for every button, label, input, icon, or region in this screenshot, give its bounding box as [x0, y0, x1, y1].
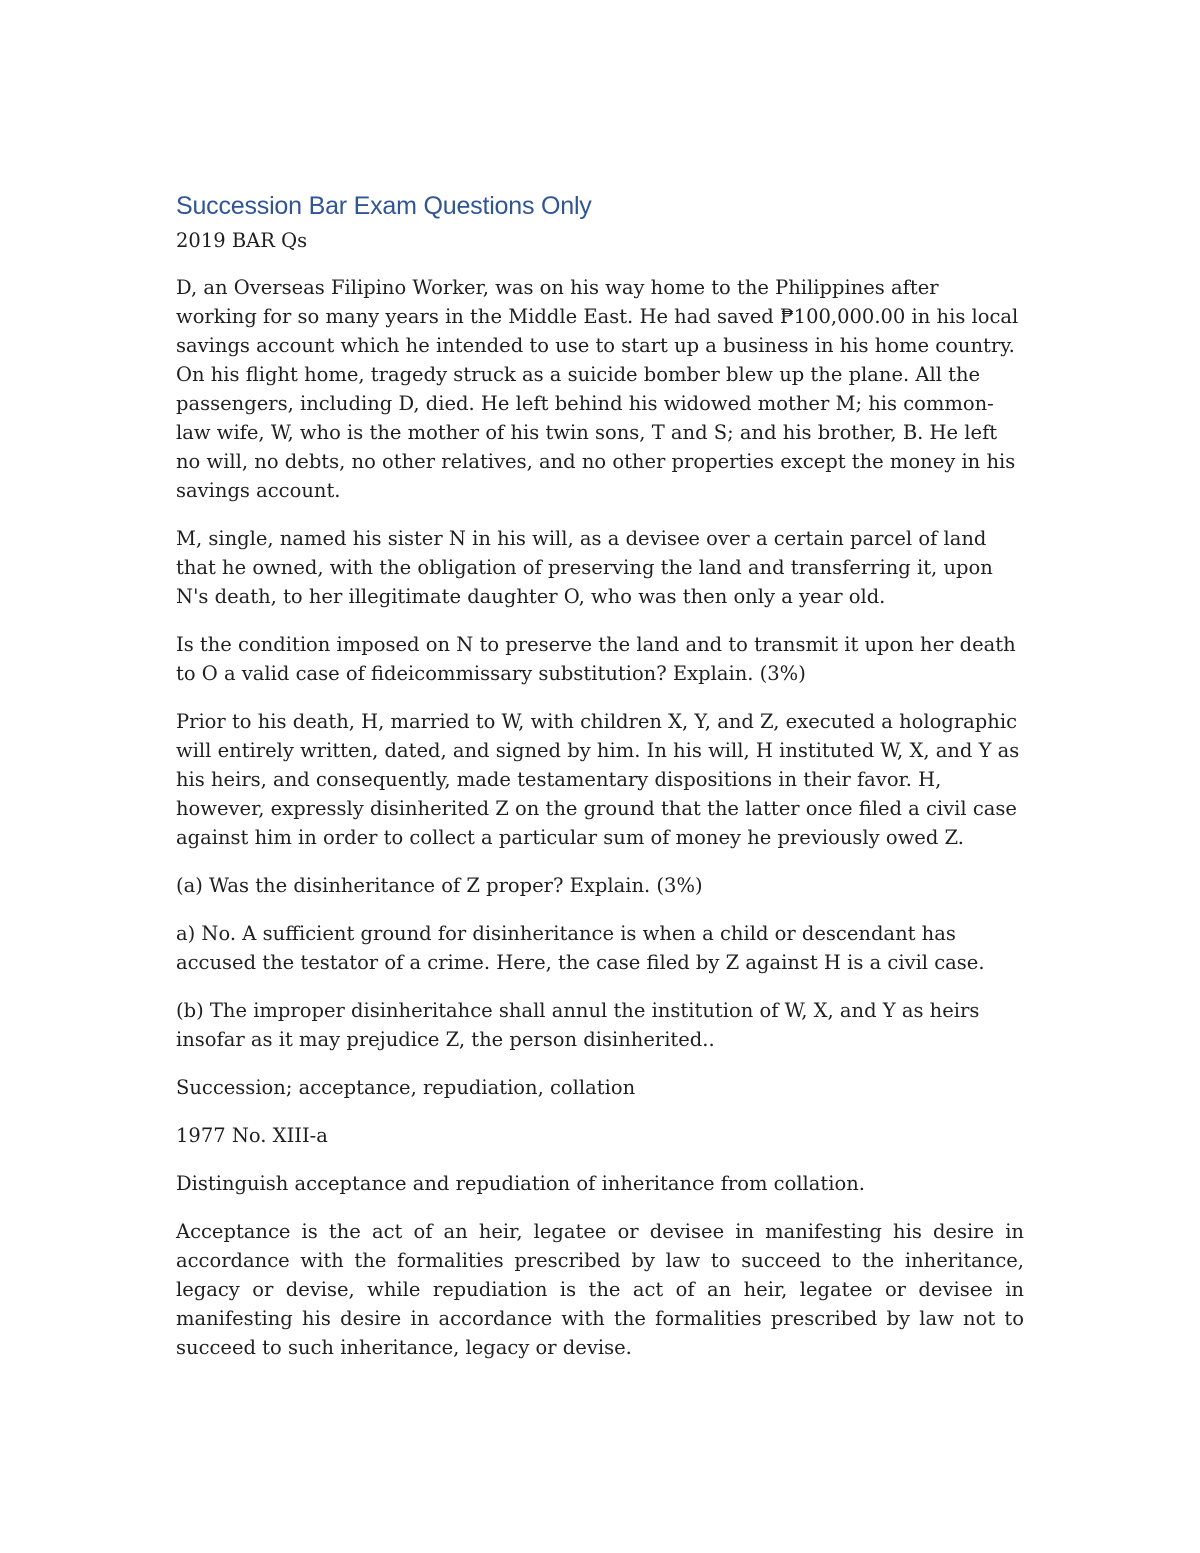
paragraph-acceptance-answer: Acceptance is the act of an heir, legatee or devisee in manifesting his desire in accordance with the formalities prescribed by law to succeed to the inheritance, legacy or devise, while repudiation is the act of an heir, legatee or devisee in manifesting his desire in accordance with the formalities prescribed by law not to succeed to such inheritance, legacy or devise.: [176, 1220, 1024, 1359]
paragraph-answer-a: a) No. A sufficient ground for disinheritance is when a child or descendant has accused the testator of a crime. Here, the case filed by Z against H is a civil case.: [176, 922, 985, 974]
paragraph-ofw-facts: D, an Overseas Filipino Worker, was on his way home to the Philippines after working for so many years in the Middle East. He had saved ₱100,000.00 in his local savings account which he intended to use to start up a business in his home country. On his flight home, tragedy struck as a suicide bomber blew up the plane. All the passengers, including D, died. He left behind his widowed mother M; his common-law wife, W, who is the mother of his twin sons, T and S; and his brother, B. He left no will, no debts, no other relatives, and no other properties except the money in his savings account.: [176, 276, 1019, 502]
paragraph-distinguish-question: Distinguish acceptance and repudiation of inheritance from collation.: [176, 1172, 865, 1195]
paragraph-year-number: 1977 No. XIII-a: [176, 1124, 328, 1147]
paragraph-devisee-facts: M, single, named his sister N in his will, as a devisee over a certain parcel of land that he owned, with the obligation of preserving the land and transferring it, upon N's death, to her illegitimate daughter O, who was then only a year old.: [176, 527, 993, 608]
paragraph-question-a: (a) Was the disinheritance of Z proper? Explain. (3%): [176, 874, 703, 897]
paragraph-topic-heading: Succession; acceptance, repudiation, collation: [176, 1076, 636, 1099]
paragraph-fideicommissary-question: Is the condition imposed on N to preserve the land and to transmit it upon her death to O a valid case of fideicommissary substitution? Explain. (3%): [176, 633, 1016, 685]
paragraph-holographic-will-facts: Prior to his death, H, married to W, with children X, Y, and Z, executed a holographic will entirely written, dated, and signed by him. In his will, H instituted W, X, and Y as his heirs, and consequently, made testamentary dispositions in their favor. H, however, expressly disinherited Z on the ground that the latter once filed a civil case against him in order to collect a particular sum of money he previously owed Z.: [176, 710, 1020, 849]
document-body: [176, 190, 1024, 1381]
document-title: Succession Bar Exam Questions Only: [176, 192, 592, 220]
document-subtitle: 2019 BAR Qs: [176, 229, 308, 252]
paragraph-answer-b: (b) The improper disinheritahce shall annul the institution of W, X, and Y as heirs insofar as it may prejudice Z, the person disinherited..: [176, 999, 980, 1051]
